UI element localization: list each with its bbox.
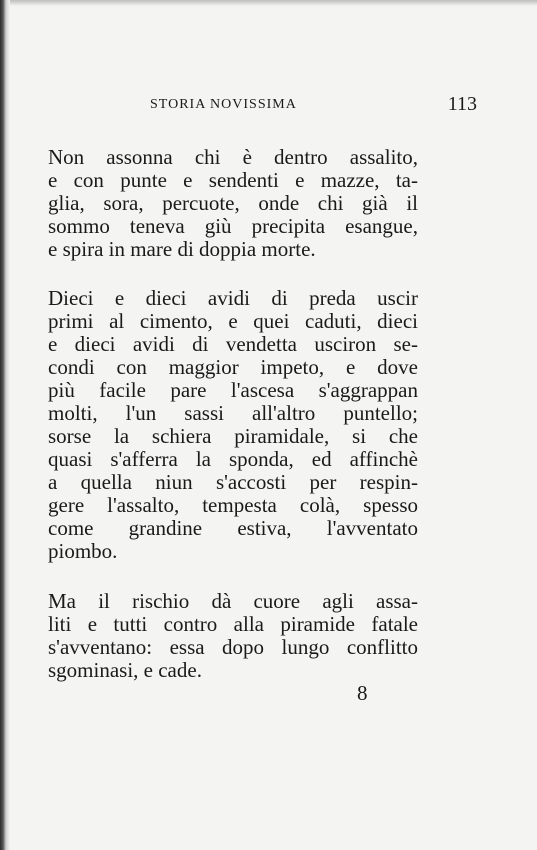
paragraph-2: [48, 287, 418, 563]
running-title: STORIA NOVISSIMA: [150, 97, 297, 112]
text-line: Non assonna chi è dentro assalito,: [48, 146, 418, 169]
paragraph-1: [48, 146, 418, 261]
text-line: quasi s'afferra la sponda, ed affinchè: [48, 448, 418, 471]
text-line: e spira in mare di doppia morte.: [48, 238, 316, 261]
running-head: [150, 93, 477, 119]
text-line: più facile pare l'ascesa s'aggrappan: [48, 379, 418, 402]
signature-mark: 8: [357, 681, 368, 705]
text-line: Dieci e dieci avidi di preda uscir: [48, 287, 418, 310]
text-line: liti e tutti contro alla piramide fatale: [48, 613, 418, 636]
page-binding-edge: [0, 0, 10, 850]
text-line: primi al cimento, e quei caduti, dieci: [48, 310, 418, 333]
page-top-edge: [0, 0, 537, 6]
paragraph-3: [48, 590, 418, 682]
text-line: e dieci avidi di vendetta usciron se-: [48, 333, 418, 356]
text-line: condi con maggior impeto, e dove: [48, 356, 418, 379]
text-line: molti, l'un sassi all'altro puntello;: [48, 402, 418, 425]
text-line: Ma il rischio dà cuore agli assa-: [48, 590, 418, 613]
text-line: sommo teneva giù precipita esangue,: [48, 215, 418, 238]
text-line: piombo.: [48, 540, 118, 563]
page-number: 113: [447, 93, 477, 115]
text-line: glia, sora, percuote, onde chi già il: [48, 192, 418, 215]
text-line: a quella niun s'accosti per respin-: [48, 471, 418, 494]
text-line: sgominasi, e cade.: [48, 659, 202, 682]
text-line: come grandine estiva, l'avventato: [48, 517, 418, 540]
text-line: s'avventano: essa dopo lungo conflitto: [48, 636, 418, 659]
text-line: e con punte e sendenti e mazze, ta-: [48, 169, 418, 192]
text-line: gere l'assalto, tempesta colà, spesso: [48, 494, 418, 517]
text-line: sorse la schiera piramidale, si che: [48, 425, 418, 448]
